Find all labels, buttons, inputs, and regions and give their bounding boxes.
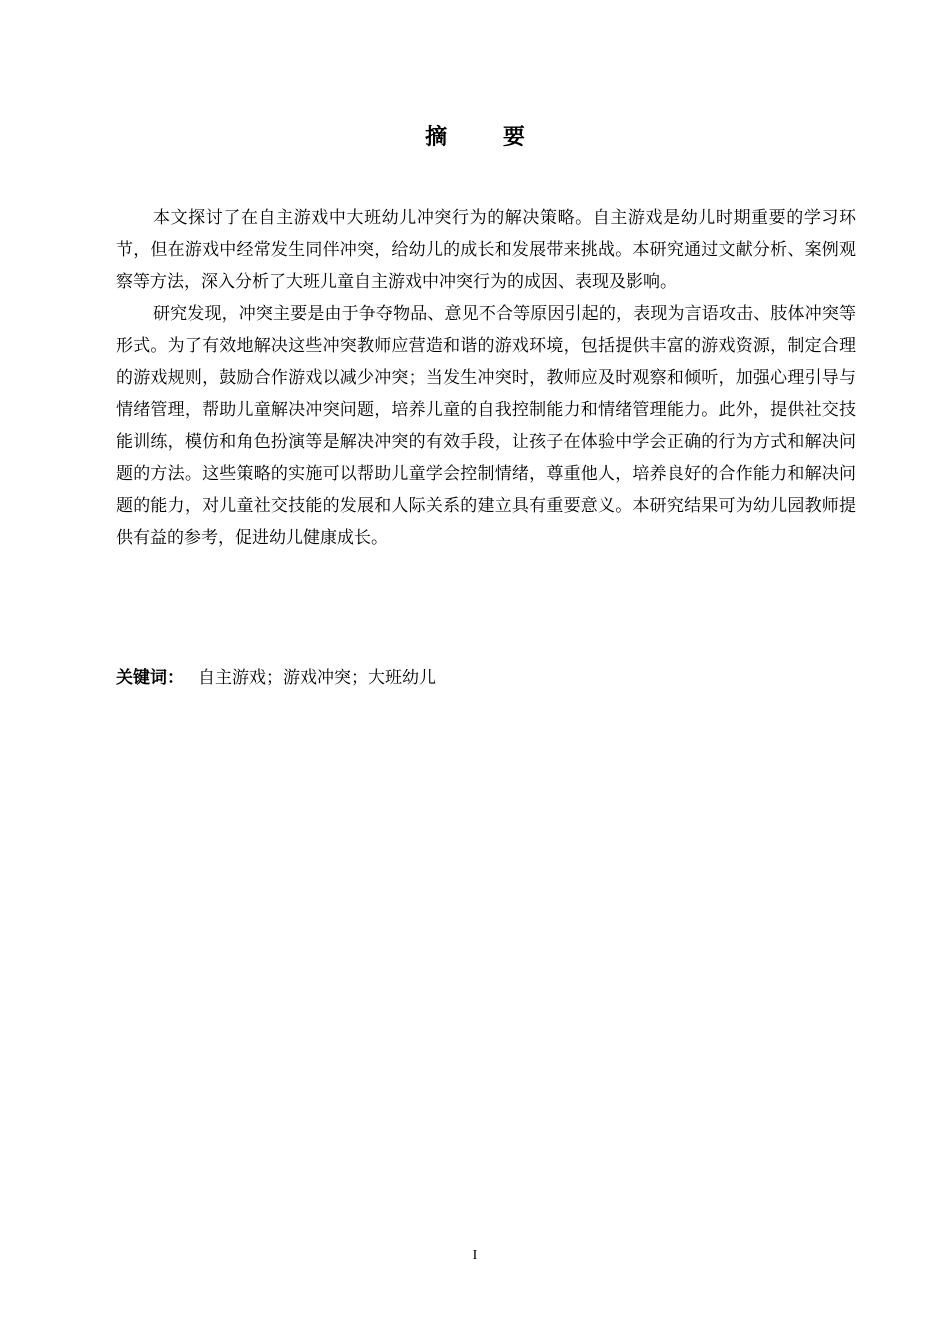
page-number: I [472, 1248, 478, 1263]
abstract-paragraph-2: 研究发现，冲突主要是由于争夺物品、意见不合等原因引起的，表现为言语攻击、肢体冲突等形式。为了有效地解决这些冲突教师应营造和谐的游戏环境，包括提供丰富的游戏资源，制定合理的游戏规则，鼓励合作游戏以减少冲突；当发生冲突时，教师应及时观察和倾听，加强心理引导与情绪管理，帮助儿童解决冲突问题，培养儿童的自我控制能力和情绪管理能力。此外，提供社交技能训练，模仿和角色扮演等是解决冲突的有效手段，让孩子在体验中学会正确的行为方式和解决问题的方法。这些策略的实施可以帮助儿童学会控制情绪，尊重他人，培养良好的合作能力和解决问题的能力，对儿童社交技能的发展和人际关系的建立具有重要意义。本研究结果可为幼儿园教师提供有益的参考，促进幼儿健康成长。 [116, 304, 856, 548]
keywords-label: 关键词： [116, 668, 184, 688]
keywords-text: 自主游戏；游戏冲突；大班幼儿 [198, 668, 436, 688]
abstract-title: 摘 要 [425, 125, 549, 150]
abstract-paragraph-1: 本文探讨了在自主游戏中大班幼儿冲突行为的解决策略。自主游戏是幼儿时期重要的学习环节，但在游戏中经常发生同伴冲突，给幼儿的成长和发展带来挑战。本研究通过文献分析、案例观察等方法，深入分析了大班儿童自主游戏中冲突行为的成因、表现及影响。 [116, 208, 856, 292]
abstract-body [116, 202, 856, 554]
keywords-line [116, 662, 856, 694]
